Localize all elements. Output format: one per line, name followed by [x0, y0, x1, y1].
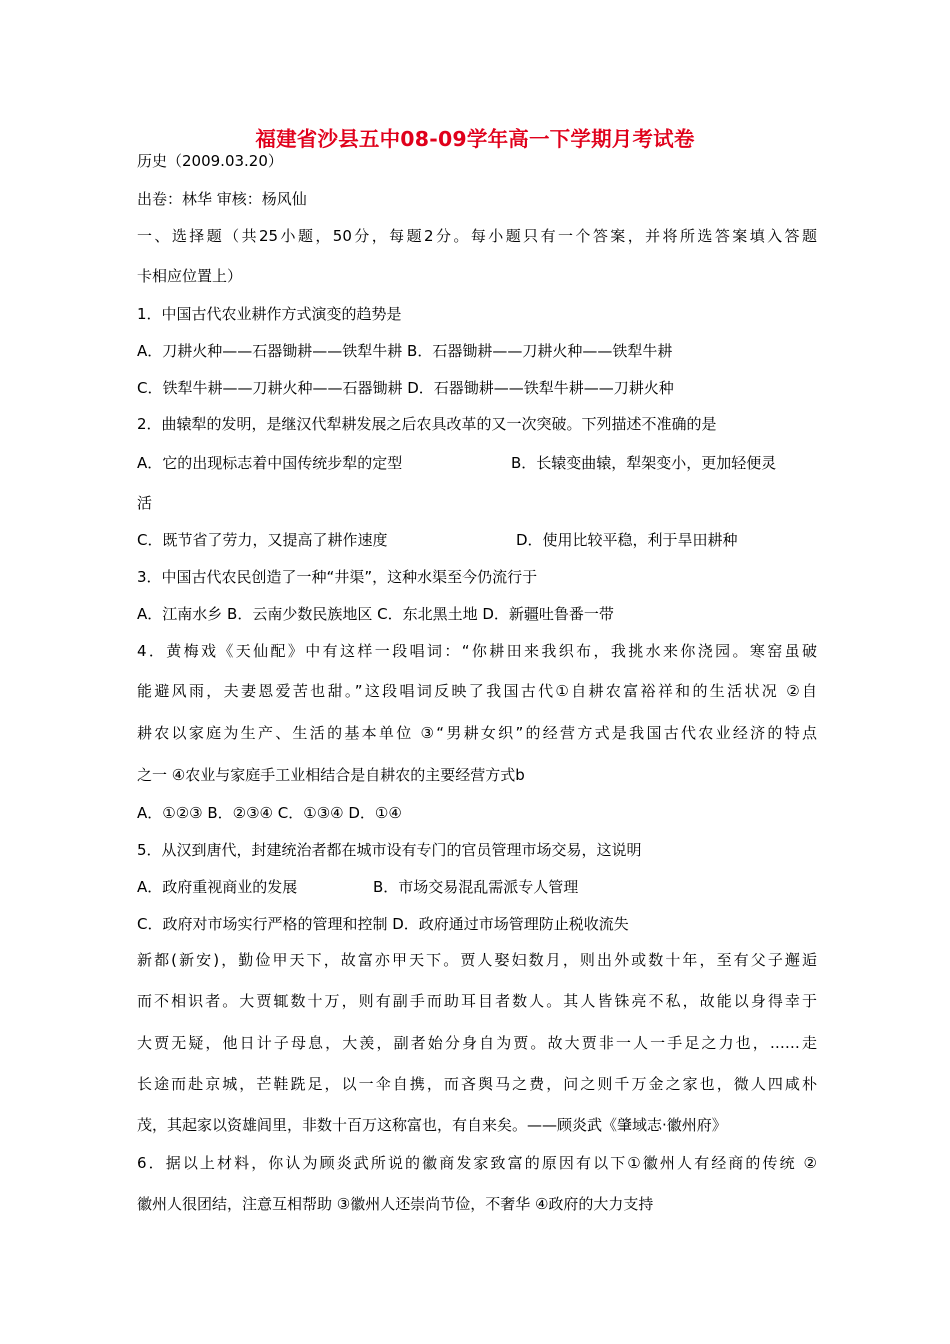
- question-2-stem: 2．曲辕犁的发明，是继汉代犁耕发展之后农具改革的又一次突破。下列描述不准确的是: [137, 415, 717, 433]
- question-2-option-c: C．既节省了劳力，又提高了耕作速度: [137, 531, 388, 549]
- question-4-line2: 能避风雨，夫妻恩爱苦也甜。”这段唱词反映了我国古代①自耕农富裕祥和的生活状况 ②自: [137, 682, 817, 700]
- question-4-line4: 之一 ④农业与家庭手工业相结合是自耕农的主要经营方式b: [137, 766, 525, 784]
- material-line5: 茂，其起家以资雄闾里，非数十百万这称富也，有自来矣。——顾炎武《肇域志·徽州府》: [137, 1116, 727, 1134]
- question-2-option-b: B．长辕变曲辕，犁架变小，更加轻便灵: [511, 454, 777, 472]
- question-6-line2: 徽州人很团结，注意互相帮助 ③徽州人还崇尚节俭，不奢华 ④政府的大力支持: [137, 1195, 654, 1213]
- material-line3: 大贾无疑，他日计子母息，大羡，副者始分身自为贾。故大贾非一人一手足之力也，……走: [137, 1034, 817, 1052]
- question-1-stem: 1．中国古代农业耕作方式演变的趋势是: [137, 305, 402, 323]
- page-title: 福建省沙县五中08-09学年高一下学期月考试卷: [255, 127, 695, 151]
- question-4-line1: 4．黄梅戏《天仙配》中有这样一段唱词：“你耕田来我织布，我挑水来你浇园。寒窑虽破: [137, 642, 817, 660]
- question-3-stem: 3．中国古代农民创造了一种“井渠”，这种水渠至今仍流行于: [137, 568, 538, 586]
- material-line4: 长途而赴京城，芒鞋跣足，以一伞自携，而吝舆马之费，问之则千万金之家也，微人四咸朴: [137, 1075, 817, 1093]
- question-5-option-a: A．政府重视商业的发展: [137, 878, 298, 896]
- authors-line: 出卷：林华 审核：杨风仙: [137, 190, 307, 208]
- question-2-option-d: D．使用比较平稳，利于旱田耕种: [516, 531, 738, 549]
- question-6-line1: 6．据以上材料，你认为顾炎武所说的徽商发家致富的原因有以下①徽州人有经商的传统 ②: [137, 1154, 817, 1172]
- material-line2: 而不相识者。大贾辄数十万，则有副手而助耳目者数人。其人皆铢亮不私，故能以身得幸于: [137, 992, 817, 1010]
- material-line1: 新都(新安)，勤俭甲天下，故富亦甲天下。贾人娶妇数月，则出外或数十年，至有父子邂逅: [137, 951, 817, 969]
- question-2-option-a: A．它的出现标志着中国传统步犁的定型: [137, 454, 403, 472]
- question-5-options-cd: C．政府对市场实行严格的管理和控制 D．政府通过市场管理防止税收流失: [137, 915, 629, 933]
- question-4-options: A．①②③ B．②③④ C．①③④ D．①④: [137, 804, 402, 822]
- question-4-line3: 耕农以家庭为生产、生活的基本单位 ③“男耕女织”的经营方式是我国古代农业经济的特点: [137, 724, 817, 742]
- question-5-stem: 5．从汉到唐代，封建统治者都在城市设有专门的官员管理市场交易，这说明: [137, 841, 642, 859]
- section-heading-line2: 卡相应位置上）: [137, 267, 243, 285]
- question-1-options-row1: A．刀耕火种——石器锄耕——铁犁牛耕 B．石器锄耕——刀耕火种——铁犁牛耕: [137, 342, 673, 360]
- section-heading-line1: 一、选择题（共25小题，50分，每题2分。每小题只有一个答案，并将所选答案填入答题: [137, 227, 817, 245]
- subject-date: 历史（2009.03.20）: [137, 152, 283, 170]
- question-1-options-row2: C．铁犁牛耕——刀耕火种——石器锄耕 D．石器锄耕——铁犁牛耕——刀耕火种: [137, 379, 674, 397]
- question-3-options: A．江南水乡 B．云南少数民族地区 C．东北黑土地 D．新疆吐鲁番一带: [137, 605, 614, 623]
- question-2-option-b-cont: 活: [137, 494, 153, 512]
- question-5-option-b: B．市场交易混乱需派专人管理: [373, 878, 579, 896]
